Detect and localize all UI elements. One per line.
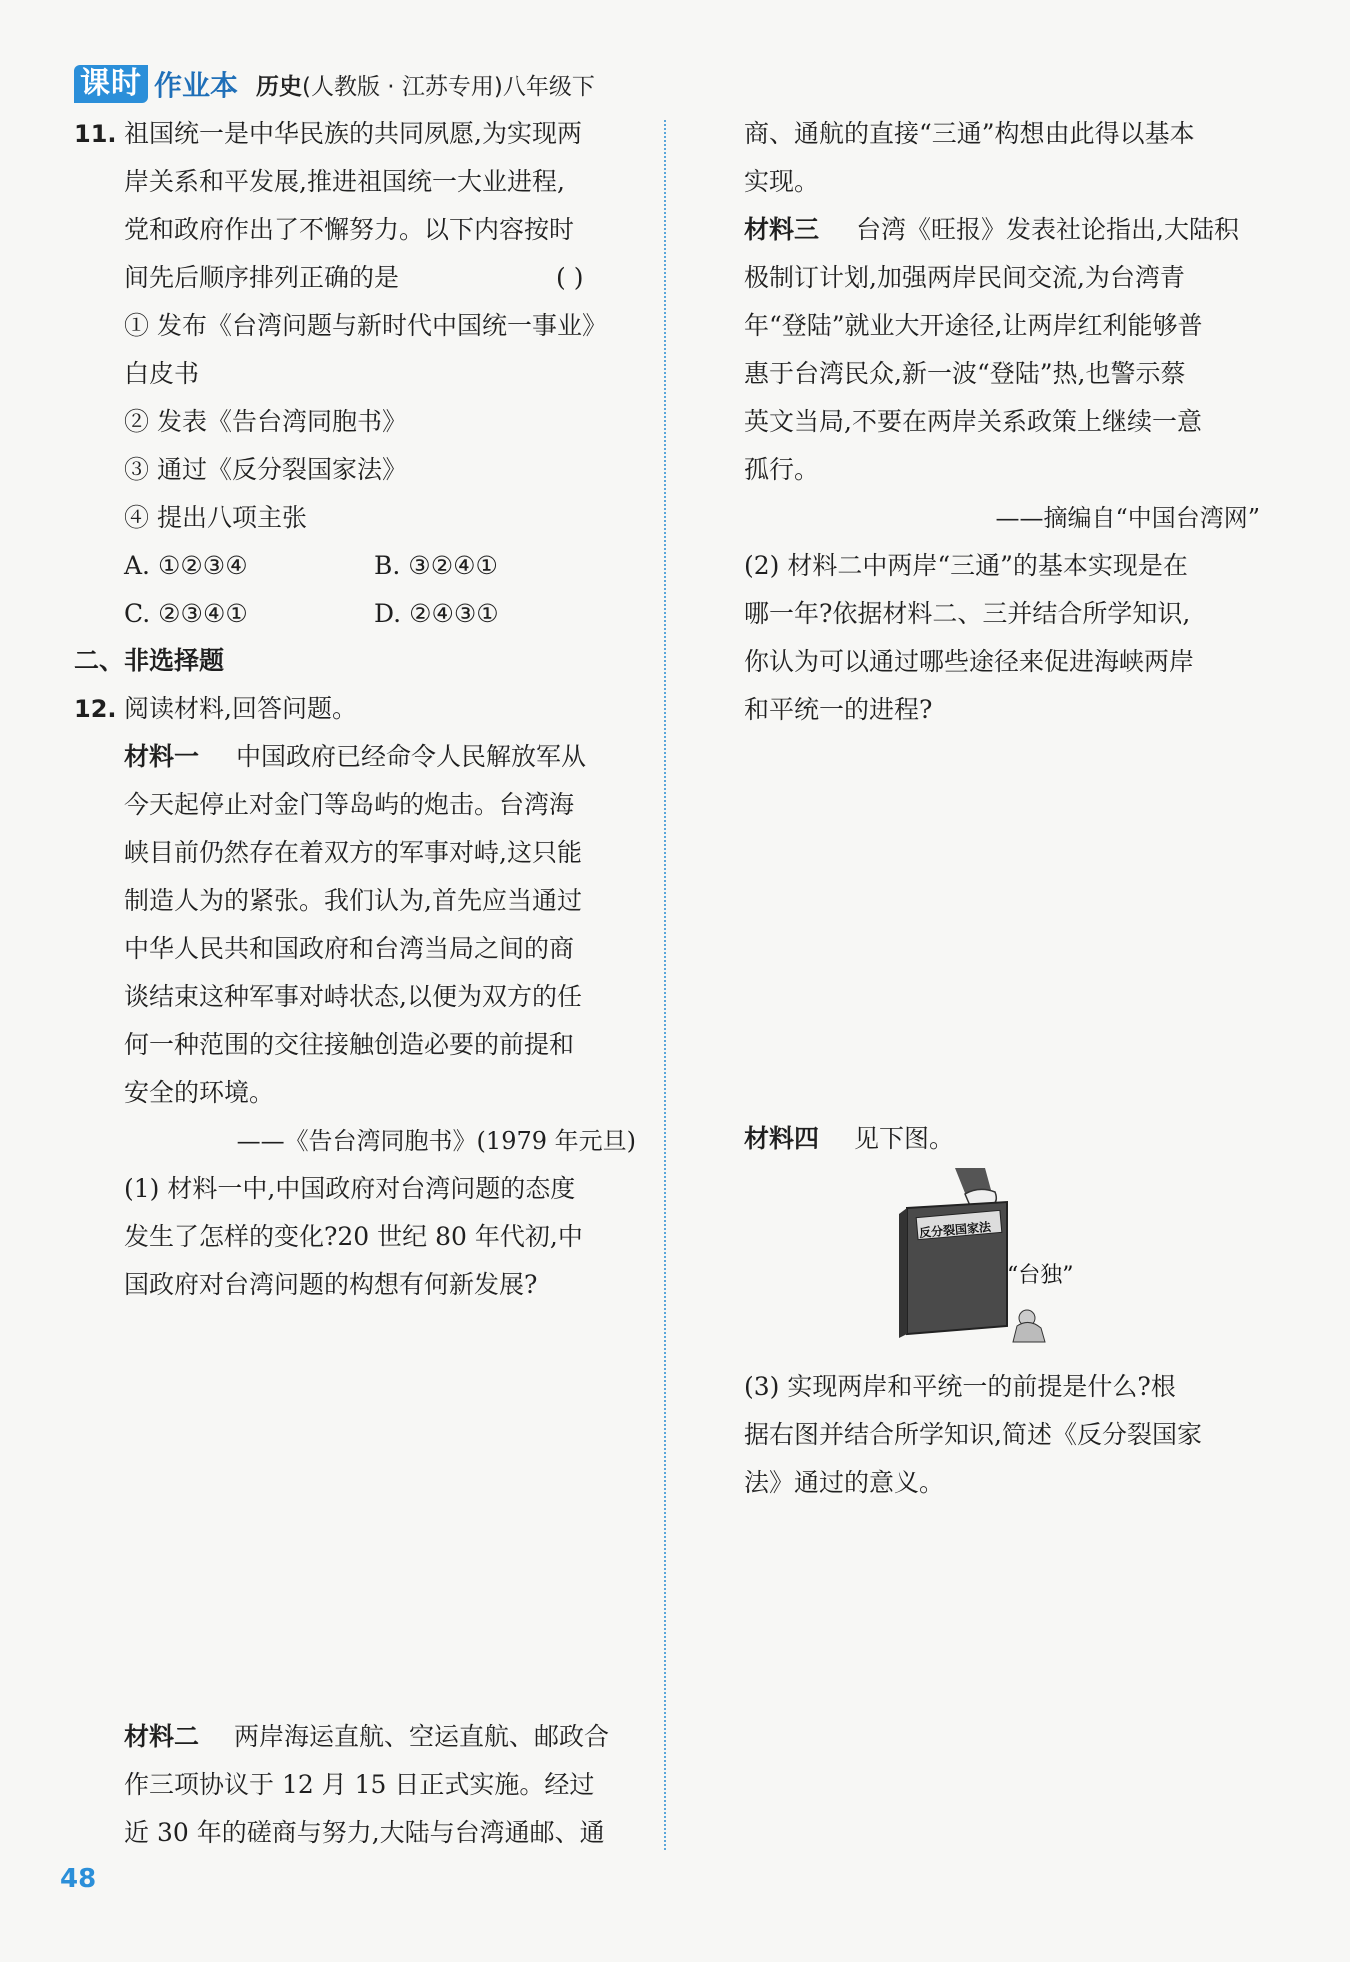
material-3-line: 英文当局,不要在两岸关系政策上继续一意 xyxy=(744,407,1202,436)
q12-number: 12. xyxy=(74,695,117,723)
q11-item: 白皮书 xyxy=(124,359,200,388)
material-2-label: 材料二 xyxy=(124,1722,200,1751)
sub-question-1: (1) 材料一中,中国政府对台湾问题的态度 xyxy=(124,1174,576,1203)
q11-stem-line: 间先后顺序排列正确的是 xyxy=(124,263,400,292)
q11-number: 11. xyxy=(74,120,117,148)
page-header xyxy=(74,64,595,104)
material-3-source: ——摘编自“中国台湾网” xyxy=(995,504,1260,532)
material-1-line: 制造人为的紧张。我们认为,首先应当通过 xyxy=(124,886,582,915)
subject-info xyxy=(256,68,595,101)
material-4-label: 材料四 xyxy=(744,1124,820,1153)
sub-question-2: 哪一年?依据材料二、三并结合所学知识, xyxy=(744,599,1191,628)
material-1-line: 中华人民共和国政府和台湾当局之间的商 xyxy=(124,934,575,963)
material-3-line: 极制订计划,加强两岸民间交流,为台湾青 xyxy=(744,263,1185,292)
q11-option-b xyxy=(374,549,498,583)
anti-secession-cartoon xyxy=(895,1168,1085,1348)
material-3-line: 孤行。 xyxy=(744,455,820,484)
sub-question-1: 国政府对台湾问题的构想有何新发展? xyxy=(124,1270,538,1299)
material-1-line: 中国政府已经命令人民解放军从 xyxy=(236,742,587,771)
option-label: A. xyxy=(124,551,151,580)
material-2-continued: 实现。 xyxy=(744,167,820,196)
book-title: 反分裂国家法 xyxy=(918,1219,992,1241)
material-2-continued: 商、通航的直接“三通”构想由此得以基本 xyxy=(744,119,1195,148)
q11-answer-paren: ( ) xyxy=(556,263,584,292)
sub-question-2: 和平统一的进程? xyxy=(744,695,933,724)
sub-question-2: (2) 材料二中两岸“三通”的基本实现是在 xyxy=(744,551,1188,580)
option-label: D. xyxy=(374,599,402,628)
series-logo: 课时 xyxy=(74,65,148,103)
material-1-line: 谈结束这种军事对峙状态,以便为双方的任 xyxy=(124,982,582,1011)
q11-option-c xyxy=(124,597,248,631)
material-3-line: 年“登陆”就业大开途径,让两岸红利能够普 xyxy=(744,311,1203,340)
sub-question-3: 据右图并结合所学知识,简述《反分裂国家 xyxy=(744,1420,1202,1449)
material-1-line: 峡目前仍然存在着双方的军事对峙,这只能 xyxy=(124,838,582,867)
q11-stem-line: 祖国统一是中华民族的共同夙愿,为实现两 xyxy=(124,119,582,148)
material-3-line: 惠于台湾民众,新一波“登陆”热,也警示蔡 xyxy=(744,359,1186,388)
q11-item: ④ 提出八项主张 xyxy=(124,503,307,532)
q12-intro: 阅读材料,回答问题。 xyxy=(124,694,357,723)
q11-option-d xyxy=(374,597,499,631)
book-spine xyxy=(899,1208,907,1338)
sub-question-3: (3) 实现两岸和平统一的前提是什么?根 xyxy=(744,1372,1176,1401)
q11-option-a xyxy=(124,549,248,583)
sub-question-3: 法》通过的意义。 xyxy=(744,1468,945,1497)
q11-item: ① 发布《台湾问题与新时代中国统一事业》 xyxy=(124,311,607,340)
series-title: 作业本 xyxy=(154,69,239,102)
sub-question-1: 发生了怎样的变化?20 世纪 80 年代初,中 xyxy=(124,1222,583,1251)
material-3-label: 材料三 xyxy=(744,215,820,244)
material-1-source: ——《告台湾同胞书》(1979 年元旦) xyxy=(236,1127,636,1155)
option-text: ②④③① xyxy=(409,599,499,628)
option-label: C. xyxy=(124,599,151,628)
option-text: ③②④① xyxy=(408,551,498,580)
q11-item: ② 发表《告台湾同胞书》 xyxy=(124,407,407,436)
column-divider xyxy=(664,120,666,1850)
option-text: ①②③④ xyxy=(157,551,248,580)
option-text: ②③④① xyxy=(158,599,248,628)
section-heading: 二、非选择题 xyxy=(74,646,225,675)
material-3-line: 台湾《旺报》发表社论指出,大陆积 xyxy=(856,215,1239,244)
material-4-text: 见下图。 xyxy=(854,1124,955,1153)
q11-item: ③ 通过《反分裂国家法》 xyxy=(124,455,407,484)
material-2-line: 近 30 年的磋商与努力,大陆与台湾通邮、通 xyxy=(124,1818,605,1847)
material-2-line: 作三项协议于 12 月 15 日正式实施。经过 xyxy=(124,1770,595,1799)
sub-question-2: 你认为可以通过哪些途径来促进海峡两岸 xyxy=(744,647,1195,676)
material-1-line: 安全的环境。 xyxy=(124,1078,275,1107)
material-2-line: 两岸海运直航、空运直航、邮政合 xyxy=(234,1722,610,1751)
figure-body xyxy=(1013,1322,1045,1342)
cartoon-label: “台独” xyxy=(1007,1263,1074,1288)
subject-edition: (人教版 · 江苏专用)八年级下 xyxy=(302,73,595,100)
subject-name: 历史 xyxy=(256,73,303,100)
material-1-line: 今天起停止对金门等岛屿的炮击。台湾海 xyxy=(124,790,575,819)
q11-stem-line: 岸关系和平发展,推进祖国统一大业进程, xyxy=(124,167,565,196)
material-1-line: 何一种范围的交往接触创造必要的前提和 xyxy=(124,1030,575,1059)
q11-stem-line: 党和政府作出了不懈努力。以下内容按时 xyxy=(124,215,575,244)
page-number: 48 xyxy=(60,1864,97,1894)
option-label: B. xyxy=(374,551,401,580)
material-1-label: 材料一 xyxy=(124,742,200,771)
